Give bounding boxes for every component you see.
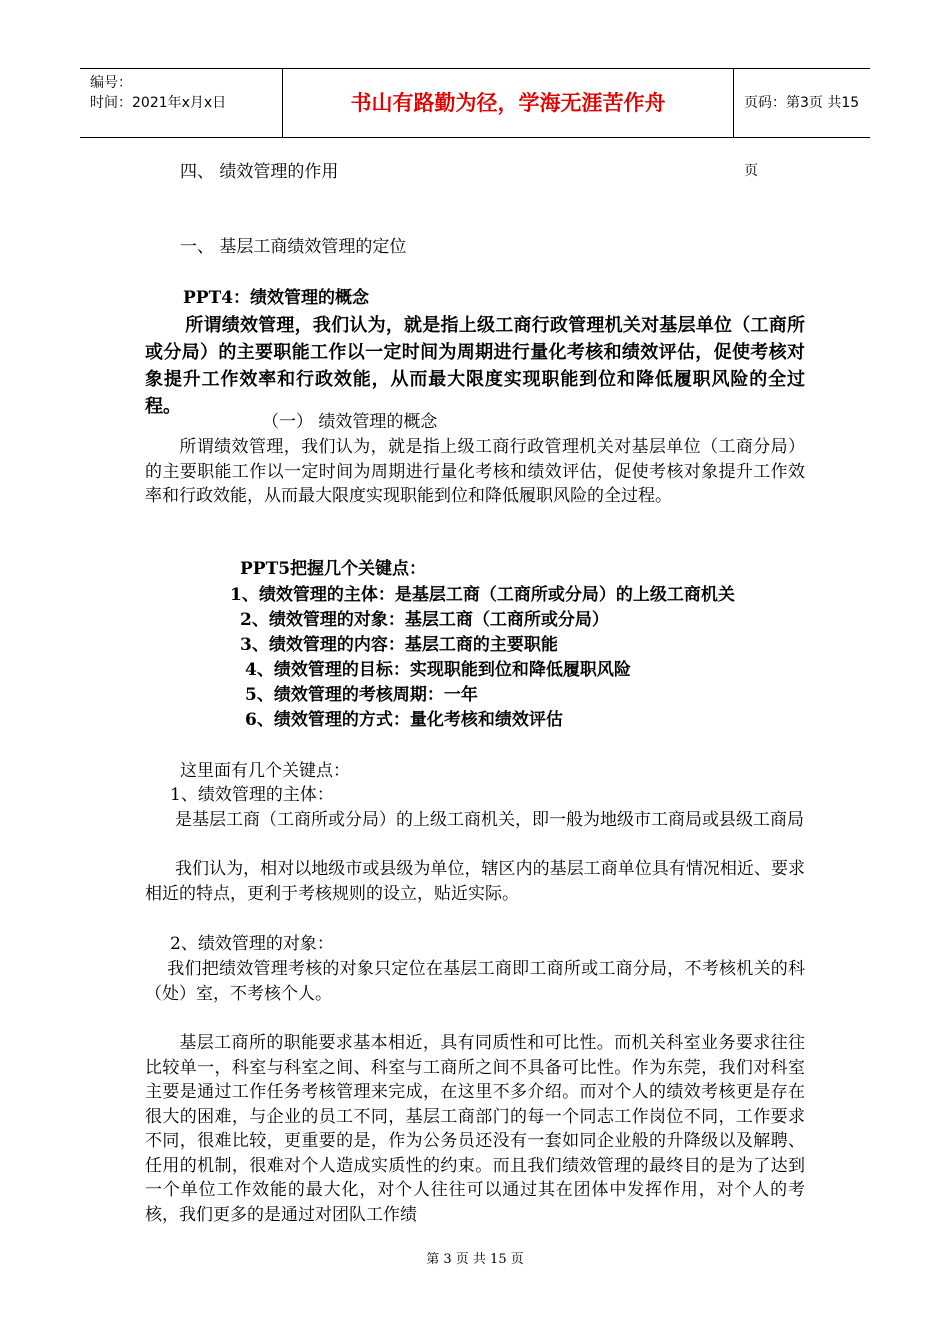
heading-four: 四、 绩效管理的作用 xyxy=(180,162,339,182)
key-point-3: 3、绩效管理的内容：基层工商的主要职能 xyxy=(240,635,558,655)
ppt5-title: PPT5把握几个关键点： xyxy=(240,559,427,579)
key-point-6: 6、绩效管理的方式：量化考核和绩效评估 xyxy=(245,710,563,730)
page-footer: 第 3 页 共 15 页 xyxy=(426,1252,524,1267)
point2-text: 我们把绩效管理考核的对象只定位在基层工商即工商所或工商分局，不考核机关的科（处）室，不考核个人。 xyxy=(145,959,805,1004)
point2-paragraph xyxy=(145,957,805,1006)
ppt4-paragraph xyxy=(145,312,805,420)
key-point-1: 1、绩效管理的主体：是基层工商（工商所或分局）的上级工商机关 xyxy=(230,585,735,605)
intro-line: 这里面有几个关键点： xyxy=(180,761,350,781)
point1-paragraph-2 xyxy=(145,857,805,906)
subheading-one: （一） 绩效管理的概念 xyxy=(262,412,438,432)
ppt4-title: PPT4：绩效管理的概念 xyxy=(183,288,370,308)
point2-paragraph-2 xyxy=(145,1031,805,1227)
point2-title: 2、绩效管理的对象： xyxy=(170,934,334,954)
key-point-2: 2、绩效管理的对象：基层工商（工商所或分局） xyxy=(240,610,609,630)
point1-text-2: 我们认为，相对以地级市或县级为单位，辖区内的基层工商单位具有情况相近、要求相近的特点，更利于考核规则的设立，贴近实际。 xyxy=(145,859,805,904)
point1-paragraph xyxy=(145,808,805,833)
date-label: 时间：2021年x月x日 xyxy=(90,95,227,111)
point1-title: 1、绩效管理的主体： xyxy=(170,785,334,805)
number-label: 编号： xyxy=(90,75,132,91)
heading-one: 一、 基层工商绩效管理的定位 xyxy=(180,237,407,257)
header-motto: 书山有路勤为径，学海无涯苦作舟 xyxy=(282,69,734,137)
key-point-5: 5、绩效管理的考核周期：一年 xyxy=(245,685,478,705)
header-page-label: 页码：第3页 共15页 xyxy=(744,95,860,179)
key-point-4: 4、绩效管理的目标：实现职能到位和降低履职风险 xyxy=(245,660,631,680)
point1-text: 是基层工商（工商所或分局）的上级工商机关，即一般为地级市工商局或县级工商局 xyxy=(175,810,804,830)
concept-text: 所谓绩效管理，我们认为，就是指上级工商行政管理机关对基层单位（工商分局）的主要职能工作以一定时间为周期进行量化考核和绩效评估，促使考核对象提升工作效率和行政效能，从而最大限度实现职能到位和降低履职风险的全过程。 xyxy=(145,437,805,506)
ppt4-text: 所谓绩效管理，我们认为，就是指上级工商行政管理机关对基层单位（工商所或分局）的主要职能工作以一定时间为周期进行量化考核和绩效评估，促使考核对象提升工作效率和行政效能，从而最大限度实现职能到位和降低履职风险的全过程。 xyxy=(145,315,805,417)
concept-paragraph xyxy=(145,435,805,509)
header-meta xyxy=(80,69,282,137)
point2-text-2: 基层工商所的职能要求基本相近，具有同质性和可比性。而机关科室业务要求往往比较单一，科室与科室之间、科室与工商所之间不具备可比性。作为东莞，我们对科室主要是通过工作任务考核管理来完成，在这里不多介绍。而对个人的绩效考核更是存在很大的困难，与企业的员工不同，基层工商部门的每一个同志工作岗位不同，工作要求不同，很难比较，更重要的是，作为公务员还没有一套如同企业般的升降级以及解聘、任用的机制，很难对个人造成实质性的约束。而且我们绩效管理的最终目的是为了达到一个单位工作效能的最大化，对个人往往可以通过其在团体中发挥作用，对个人的考核，我们更多的是通过对团队工作绩 xyxy=(145,1033,805,1225)
